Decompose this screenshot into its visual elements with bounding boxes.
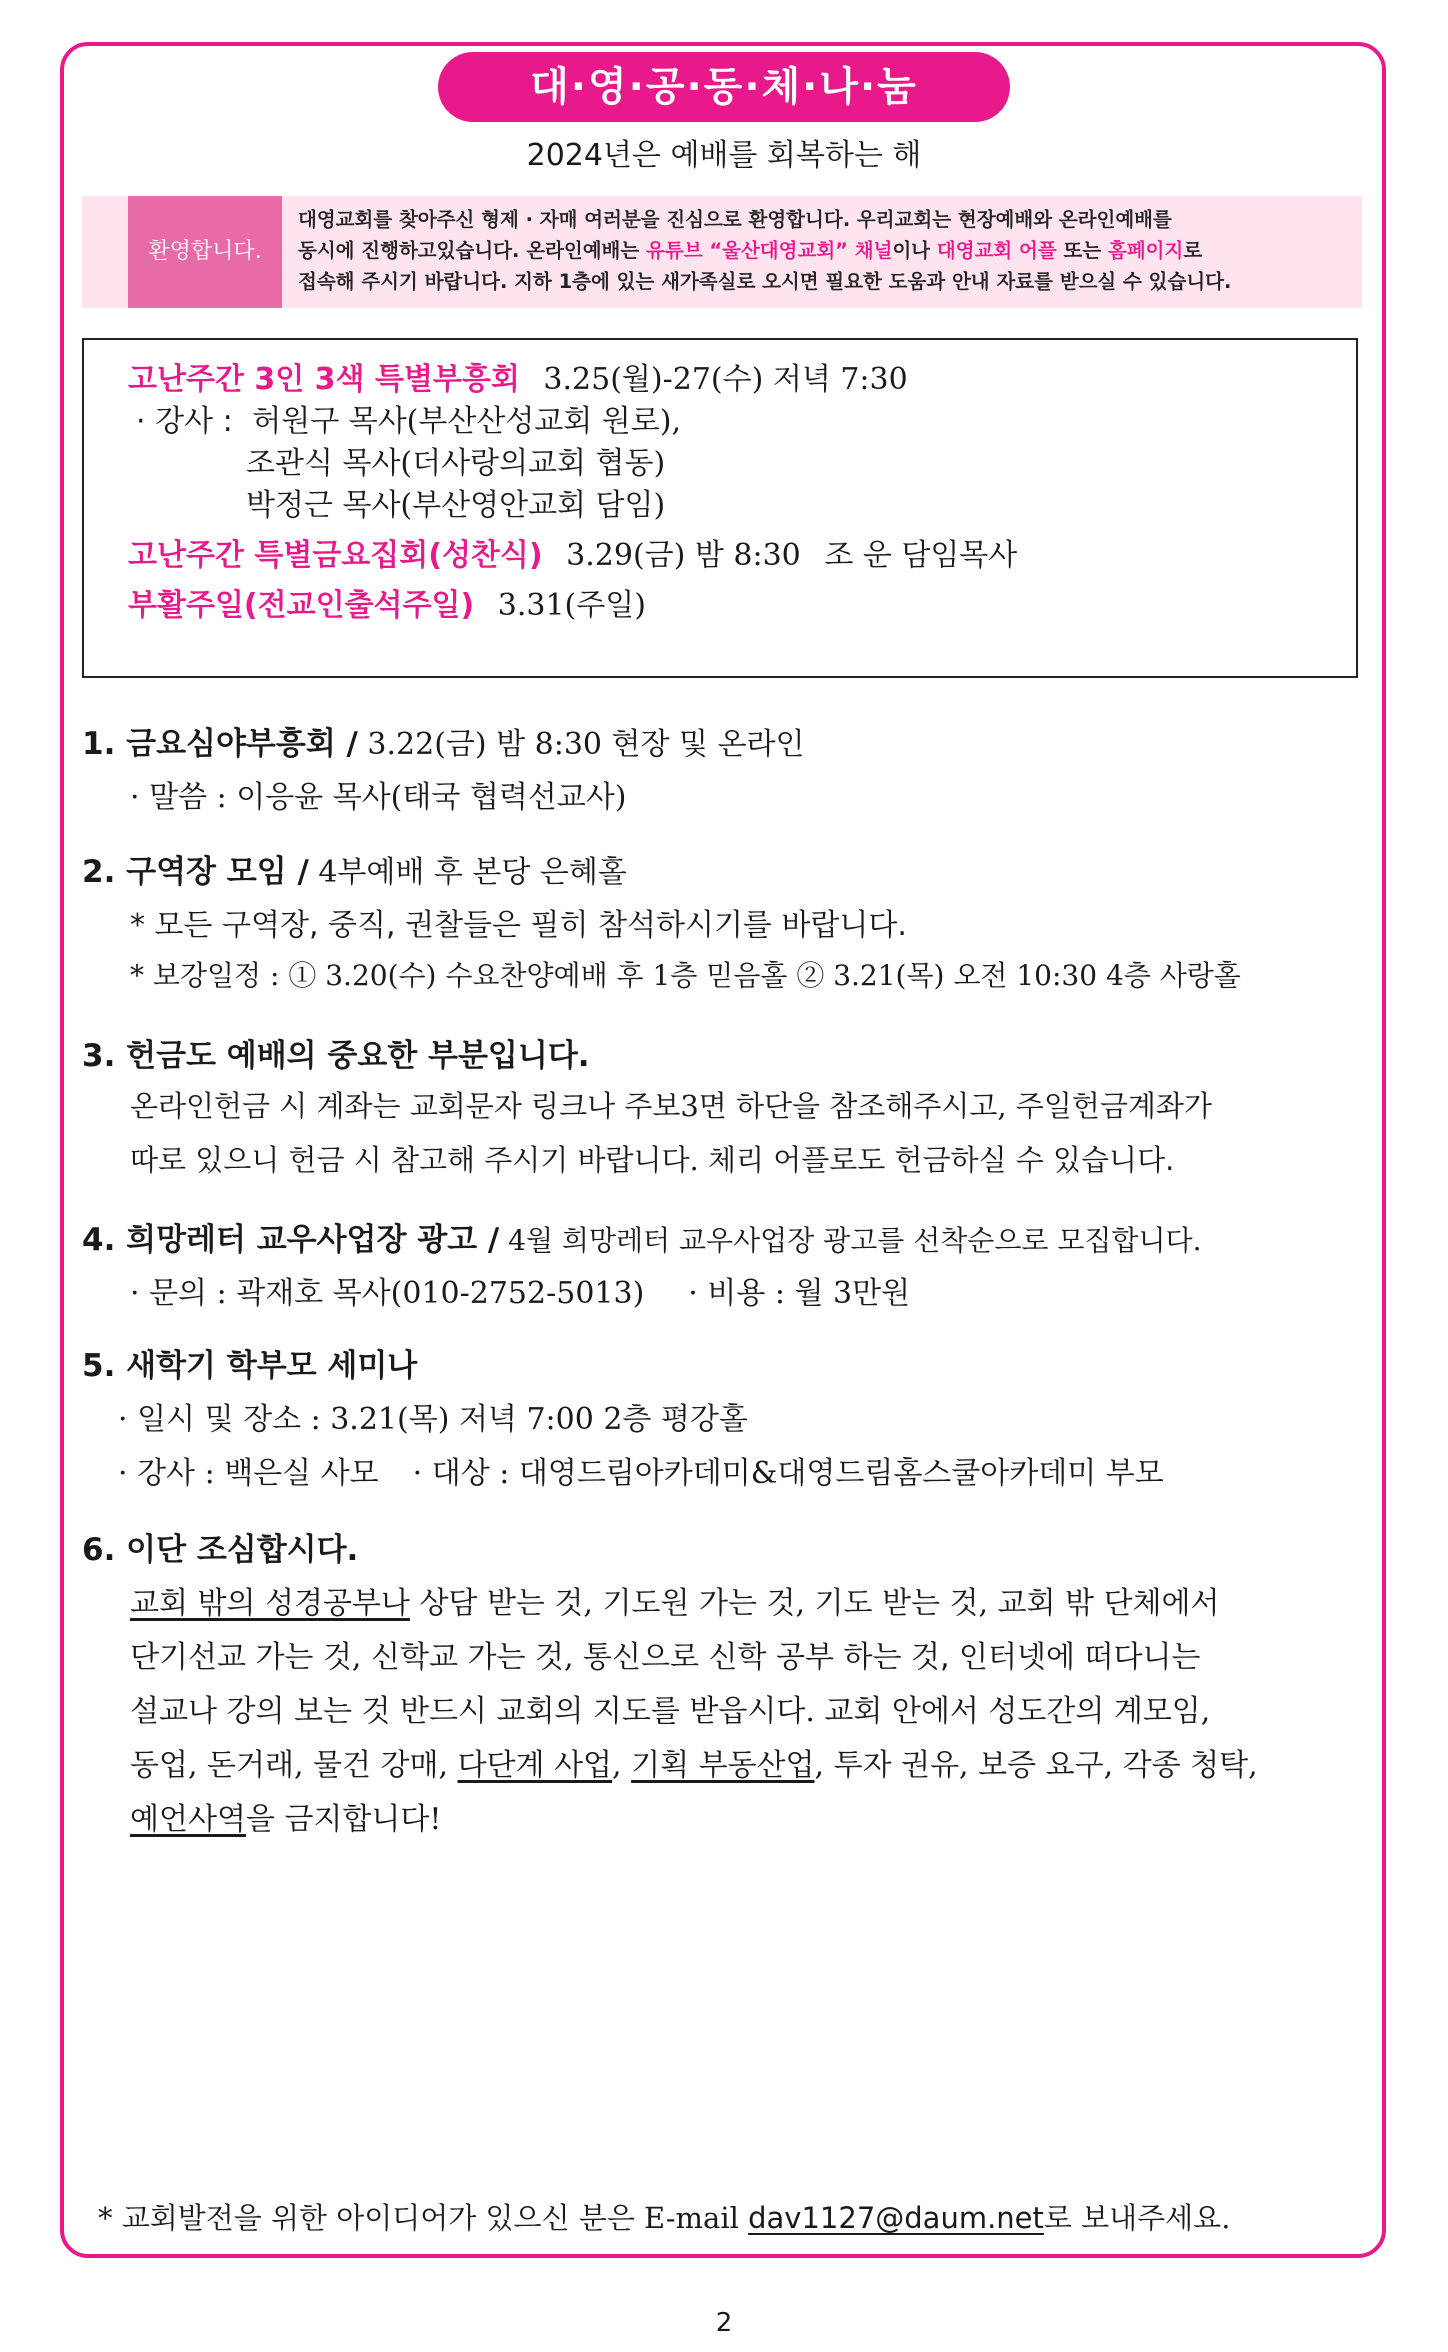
revival-date: 3.25(월)-27(수) 저녁 7:30 (543, 362, 908, 397)
speakers-line (136, 396, 681, 440)
welcome-line (298, 235, 1348, 266)
section-detail: 4부예배 후 본당 은혜홀 (308, 855, 627, 890)
section-1-line: · 말씀 : 이응윤 목사(태국 협력선교사) (130, 780, 627, 815)
section-3-text: 따로 있으니 헌금 시 참고해 주시기 바랍니다. (130, 1143, 708, 1177)
section-6-text: 단기선교 가는 것, 신학교 가는 것, (130, 1640, 584, 1675)
section-title: 5. 새학기 학부모 세미나 (82, 1348, 418, 1384)
welcome-text-part: 이나 (892, 239, 937, 262)
section-5-line (118, 1448, 1164, 1492)
welcome-text-part: 또는 (1056, 239, 1108, 262)
welcome-line: 접속해 주시기 바랍니다. 지하 1층에 있는 새가족실로 오시면 필요한 도움과 안내 자료를 받으실 수 있습니다. (298, 270, 1232, 293)
friday-line (128, 530, 1017, 574)
section-6-text: 상담 받는 것, 기도원 가는 것, 기도 받는 것, 교회 밖 단체에서 (409, 1586, 1220, 1621)
speaker-item: 허원구 목사(부산산성교회 원로), (252, 404, 681, 439)
friday-speaker: 조 운 담임목사 (824, 538, 1018, 573)
underlined-text: 기획 부동산업 (631, 1748, 815, 1783)
section-6-text: , 투자 권유, 보증 요구, 각종 청탁, (814, 1748, 1258, 1783)
section-1-heading (82, 718, 805, 763)
underlined-text: 예언사역 (130, 1802, 246, 1837)
section-4-heading (82, 1214, 1201, 1259)
easter-date: 3.31(주일) (497, 588, 646, 623)
section-4-line (130, 1268, 910, 1312)
section-6-line (130, 1578, 1220, 1622)
section-6-text: , (612, 1748, 632, 1783)
section-title: 4. 희망레터 교우사업장 광고 / (82, 1222, 500, 1258)
section-3-line: 온라인헌금 시 계좌는 교회문자 링크나 주보3면 하단을 참조해주시고, 주일헌금계좌가 (130, 1089, 1212, 1123)
section-title: 6. 이단 조심합시다. (82, 1532, 359, 1568)
page-number: 2 (715, 2308, 733, 2338)
section-2-heading (82, 846, 627, 891)
friday-title: 고난주간 특별금요집회(성찬식) (128, 538, 543, 573)
welcome-text-part: 동시에 진행하고있습니다. 온라인예배는 (298, 239, 647, 262)
cherry-app-note: 체리 어플로도 헌금하실 수 있습니다. (708, 1143, 1175, 1177)
welcome-line: 대영교회를 찾아주신 형제 · 자매 여러분을 진심으로 환영합니다. 우리교회는 현장예배와 온라인예배를 (298, 208, 1172, 231)
section-3-heading (82, 1030, 590, 1075)
welcome-text-part: 로 (1183, 239, 1203, 262)
section-title: 3. 헌금도 예배의 중요한 부분입니다. (82, 1038, 590, 1074)
section-title: 2. 구역장 모임 / (82, 854, 309, 890)
footer-text: 로 보내주세요. (1043, 2201, 1231, 2235)
section-5-line: · 일시 및 장소 : 3.21(목) 저녁 7:00 2층 평강홀 (118, 1402, 748, 1437)
section-title: 1. 금요심야부흥회 / (82, 726, 358, 762)
section-detail: 3.22(금) 밤 8:30 현장 및 온라인 (357, 727, 805, 762)
revival-line (128, 354, 908, 398)
section-5-heading (82, 1340, 417, 1385)
contact-info: · 문의 : 곽재호 목사(010-2752-5013) (130, 1276, 645, 1311)
speaker-item: 조관식 목사(더사랑의교회 협동) (246, 446, 666, 481)
section-detail: 4월 희망레터 교우사업장 광고를 선착순으로 모집합니다. (499, 1224, 1202, 1257)
page-title: 대·영·공·동·체·나·눔 (438, 52, 1010, 122)
welcome-tag: 환영합니다. (128, 196, 282, 308)
section-6-line: 설교나 강의 보는 것 반드시 교회의 지도를 받읍시다. 교회 안에서 성도간의 계모임, (130, 1694, 1211, 1729)
easter-title: 부활주일(전교인출석주일) (128, 588, 475, 623)
section-2-line: * 모든 구역장, 중직, 권찰들은 필히 참석하시기를 바랍니다. (130, 908, 907, 943)
section-6-line (130, 1632, 1200, 1676)
section-6-text: 통신으로 신학 공부 하는 것, 인터넷에 떠다니는 (583, 1640, 1201, 1675)
section-6-line (130, 1794, 441, 1838)
email-link[interactable]: dav1127@daum.net (748, 2201, 1044, 2235)
section-6-text: 동업, 돈거래, 물건 강매, (130, 1748, 458, 1783)
seminar-target: · 대상 : 대영드림아카데미&대영드림홈스쿨아카데미 부모 (412, 1456, 1164, 1491)
special-events-box (82, 338, 1358, 678)
section-6-text: 을 금지합니다! (245, 1802, 442, 1837)
speakers-label: · 강사 : (136, 404, 233, 439)
section-2-line: * 보강일정 : ① 3.20(수) 수요찬양예배 후 1층 믿음홀 ② 3.21(목) 오전 10:30 4층 사랑홀 (130, 959, 1241, 992)
footer-note (98, 2196, 1230, 2237)
speaker-item: 박정근 목사(부산영안교회 담임) (246, 488, 666, 523)
church-app-link[interactable]: 대영교회 어플 (936, 239, 1057, 262)
youtube-channel-link[interactable]: 유튜브 “울산대영교회” 채널 (646, 239, 893, 262)
easter-line (128, 580, 646, 624)
friday-date: 3.29(금) 밤 8:30 (566, 538, 801, 573)
page-subtitle: 2024년은 예배를 회복하는 해 (526, 138, 922, 173)
section-6-line (130, 1740, 1258, 1784)
seminar-speaker: · 강사 : 백은실 사모 (118, 1456, 379, 1491)
welcome-banner (82, 196, 1362, 308)
section-3-line (130, 1138, 1174, 1179)
footer-text: * 교회발전을 위한 아이디어가 있으신 분은 E-mail (98, 2201, 749, 2235)
underlined-text: 교회 밖의 성경공부나 (130, 1586, 410, 1621)
revival-title: 고난주간 3인 3색 특별부흥회 (128, 362, 520, 397)
underlined-text: 다단계 사업 (457, 1748, 613, 1783)
cost-info: · 비용 : 월 3만원 (688, 1276, 911, 1311)
homepage-link[interactable]: 홈페이지 (1107, 239, 1184, 262)
welcome-text (298, 204, 1348, 297)
section-6-heading (82, 1524, 358, 1569)
